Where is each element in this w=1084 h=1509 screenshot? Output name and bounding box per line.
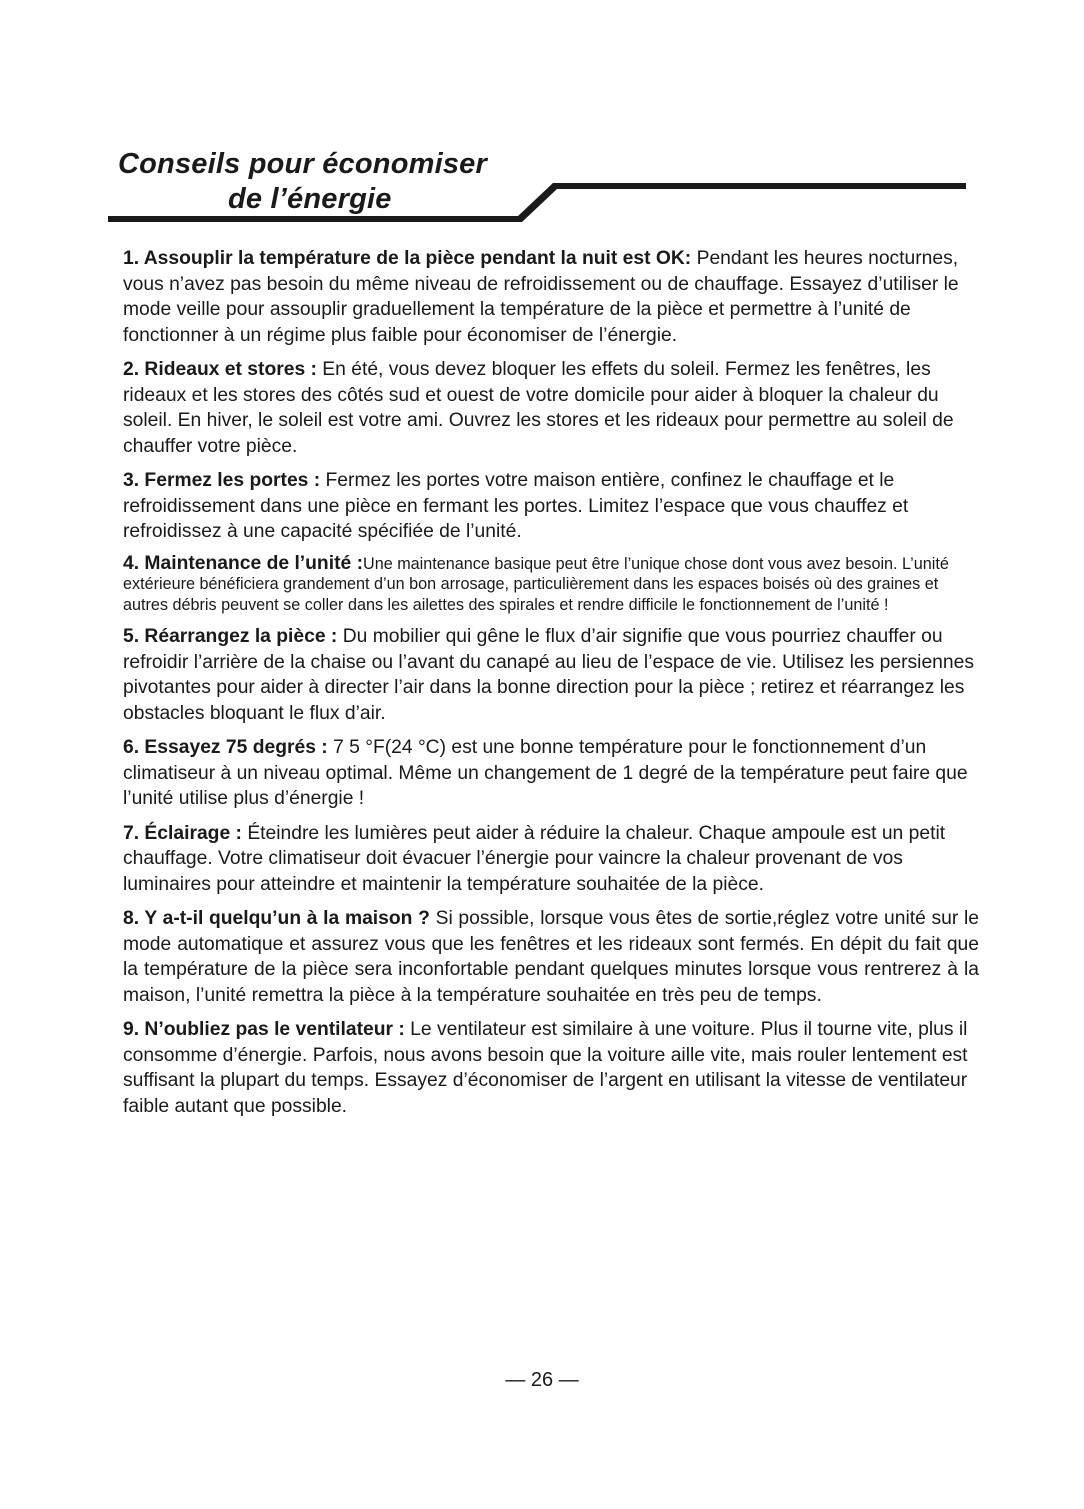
tip-heading: 2. Rideaux et stores :	[123, 359, 317, 380]
tip-text: Éteindre les lumières peut aider à réduire la chaleur. Chaque ampoule est un petit chauffage. Votre climatiseur doit évacuer l’énergie pour vaincre la chaleur provenant de vos luminaires pour atteindre et maintenir la température souhaitée de la pièce.	[123, 822, 946, 895]
tip-heading: 6. Essayez 75 degrés :	[123, 737, 328, 758]
tip-9	[123, 1017, 979, 1119]
tip-text: Pendant les heures nocturnes, vous n’avez pas besoin du même niveau de refroidissement ou de chauffage. Essayez d’utiliser le mode veille pour assouplir graduellement la température de la pièce et permettre à l’unité de fonctionner à un régime plus faible pour économiser de l’énergie.	[123, 248, 959, 346]
tip-heading: 7. Éclairage :	[123, 822, 242, 844]
tip-text: Le ventilateur est similaire à une voiture. Plus il tourne vite, plus il consomme d’énergie. Parfois, nous avons besoin que la voiture aille vite, mais rouler lentement est suffisant la plupart du temps. Essayez d’économiser de l’argent en utilisant la vitesse de ventilateur faible autant que possible.	[123, 1019, 968, 1117]
tip-2	[123, 357, 979, 459]
page-title-line2: de l’énergie	[228, 183, 392, 215]
page-title-line1: Conseils pour économiser	[118, 148, 487, 180]
page-number: — 26 —	[505, 1369, 579, 1391]
tip-text: 7 5 °F(24 °C) est une bonne température pour le fonctionnement d’un climatiseur à un niveau optimal. Même un changement de 1 degré de la température peut faire que l’unité utilise plus d’énergie !	[123, 737, 968, 809]
tip-4	[123, 554, 979, 616]
tip-8	[123, 906, 979, 1008]
tip-heading: 5. Réarrangez la pièce :	[123, 626, 338, 647]
tip-text: Fermez les portes votre maison entière, confinez le chauffage et le refroidissement dans une pièce en fermant les portes. Limitez l’espace que vous chauffez et refroidissez à une capacité spécifiée de l’unité.	[123, 470, 909, 542]
tip-7	[123, 821, 979, 898]
tip-6	[123, 735, 979, 812]
title-underline-rule	[108, 180, 968, 228]
tip-heading: 4. Maintenance de l’unité :	[123, 552, 363, 574]
tip-heading: 8. Y a-t-il quelqu’un à la maison ?	[123, 908, 430, 929]
tip-3	[123, 468, 979, 545]
tip-text: Du mobilier qui gêne le flux d’air signifie que vous pourriez chauffer ou refroidir l’arrière de la chaise ou l’avant du canapé au lieu de l’espace de vie. Utilisez les persiennes pivotantes pour aider à directer l’air dans la bonne direction pour la pièce ; retirez et réarrangez les obstacles bloquant le flux d’air.	[123, 626, 974, 724]
tip-text: En été, vous devez bloquer les effets du soleil. Fermez les fenêtres, les rideaux et les stores des côtés sud et ouest de votre domicile pour aider à bloquer la chaleur du soleil. En hiver, le soleil est votre ami. Ouvrez les stores et les rideaux pour permettre au soleil de chauffer votre pièce.	[123, 359, 954, 457]
tip-text: Une maintenance basique peut être l’unique chose dont vous avez besoin. L’unité extérieure bénéficiera grandement d’un bon arrosage, particulièrement dans les espaces boisés où des graines et autres débris peuvent se coller dans les ailettes des spirales et rendre difficile le fonctionnement de l’unité !	[123, 554, 949, 614]
tips-list	[123, 246, 979, 1128]
tip-1	[123, 246, 979, 348]
tip-5	[123, 624, 979, 726]
tip-heading: 3. Fermez les portes :	[123, 470, 321, 491]
tip-text: Si possible, lorsque vous êtes de sortie,réglez votre unité sur le mode automatique et assurez vous que les fenêtres et les rideaux sont fermés. En dépit du fait que la température de la pièce sera inconfortable pendant quelques minutes lorsque vous rentrerez à la maison, l’unité remettra la pièce à la température souhaitée en très peu de temps.	[123, 908, 979, 1006]
tip-heading: 9. N’oubliez pas le ventilateur :	[123, 1019, 405, 1040]
tip-heading: 1. Assouplir la température de la pièce pendant la nuit est OK:	[123, 248, 692, 269]
